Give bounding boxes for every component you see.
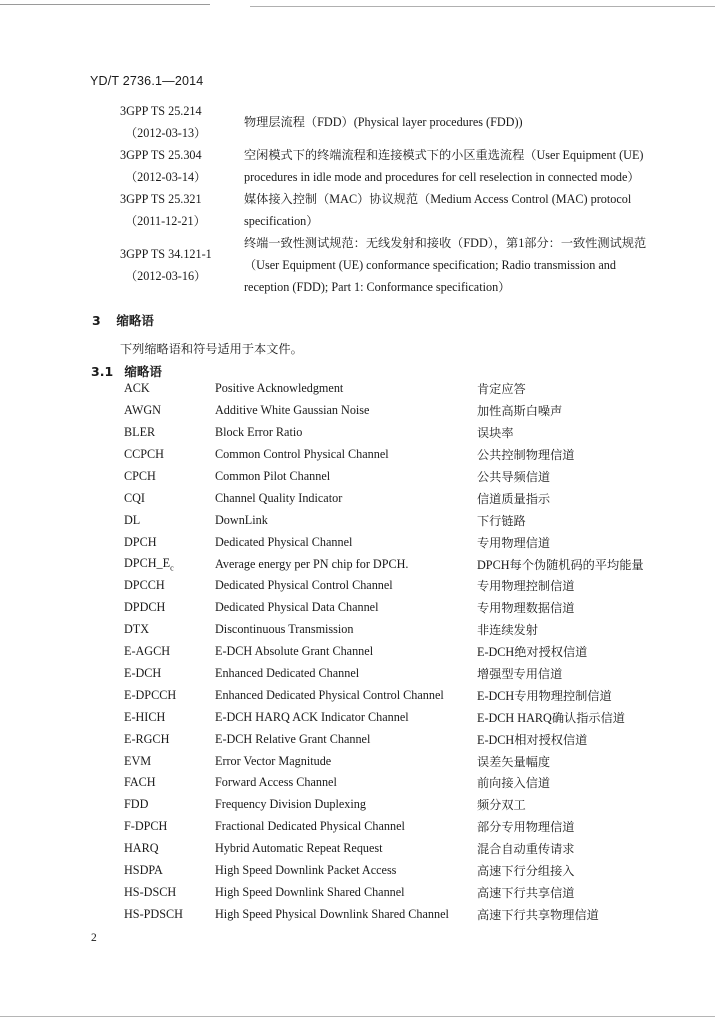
page-number: 2 [91, 932, 97, 944]
abbreviation-term-text: E-DPCCH [124, 687, 177, 702]
abbreviation-term-text: ACK [124, 381, 150, 396]
abbreviation-term-text: BLER [124, 425, 156, 440]
abbreviation-term [124, 600, 215, 615]
abbreviation-chinese: 误块率 [477, 426, 514, 441]
section-title: 缩略语 [116, 313, 154, 328]
abbreviation-chinese: 肯定应答 [477, 382, 526, 397]
abbreviation-row [124, 466, 684, 488]
abbreviation-english: Hybrid Automatic Repeat Request [215, 841, 383, 856]
abbreviation-chinese: 下行链路 [477, 513, 526, 528]
abbreviation-term-text: F-DPCH [124, 819, 168, 834]
reference-code: 3GPP TS 34.121-1 [120, 247, 212, 261]
abbreviation-term-text: HS-DSCH [124, 884, 177, 899]
abbreviation-english: Common Pilot Channel [215, 469, 331, 483]
abbreviation-row [124, 772, 684, 794]
abbreviation-row [124, 838, 684, 860]
abbreviation-term-text: E-HICH [124, 709, 166, 724]
abbreviation-english: Fractional Dedicated Physical Channel [215, 819, 405, 834]
reference-row [120, 232, 670, 298]
abbreviation-english: Enhanced Dedicated Channel [215, 666, 360, 681]
abbreviation-english: Block Error Ratio [215, 425, 303, 440]
abbreviation-row [124, 531, 684, 553]
abbreviation-english: Discontinuous Transmission [215, 622, 354, 637]
normative-references [120, 100, 670, 298]
abbreviation-term-text: E-RGCH [124, 731, 170, 746]
abbreviation-row [124, 860, 684, 882]
abbreviation-row [124, 444, 684, 466]
abbreviation-english: Frequency Division Duplexing [215, 797, 366, 812]
abbreviation-term-text: FACH [124, 775, 156, 790]
abbreviation-term [124, 841, 215, 856]
reference-code: 3GPP TS 25.214 [120, 104, 202, 118]
abbreviation-chinese: 高速下行分组接入 [477, 864, 575, 879]
abbreviation-term [124, 732, 215, 747]
reference-title-line: 终端一致性测试规范：无线发射和接收（FDD），第1部分：一致性测试规范 [244, 236, 647, 250]
reference-code-cell [120, 100, 244, 144]
abbreviation-row [124, 575, 684, 597]
abbreviation-english: Additive White Gaussian Noise [215, 403, 370, 418]
abbreviation-term-text: DL [124, 512, 141, 527]
reference-title [244, 111, 670, 133]
abbreviation-english: Channel Quality Indicator [215, 490, 343, 505]
abbreviation-term [124, 578, 215, 593]
abbreviation-english: Dedicated Physical Channel [215, 534, 353, 549]
scan-bottom-line [0, 1016, 715, 1017]
abbreviation-row [124, 728, 684, 750]
abbreviation-term [124, 775, 215, 790]
abbreviation-row [124, 641, 684, 663]
abbreviation-chinese: 频分双工 [477, 798, 526, 813]
abbreviation-row [124, 663, 684, 685]
abbreviation-chinese: 专用物理数据信道 [477, 601, 575, 616]
abbreviation-term-text: HSDPA [124, 863, 163, 878]
abbreviation-term [124, 381, 215, 396]
reference-code-cell [120, 188, 244, 232]
abbreviation-term-text: CPCH [124, 469, 156, 483]
abbreviation-chinese: 公共导频信道 [477, 470, 551, 484]
abbreviation-term-text: E-DCH [124, 666, 162, 681]
abbreviation-term [124, 556, 215, 572]
reference-title [244, 188, 670, 232]
abbreviation-english: E-DCH Relative Grant Channel [215, 731, 371, 746]
abbreviation-row [124, 597, 684, 619]
abbreviation-english: DownLink [215, 512, 268, 527]
abbreviation-term-text: FDD [124, 797, 149, 812]
abbreviation-term-text: DTX [124, 622, 150, 637]
abbreviation-chinese: 误差矢量幅度 [477, 754, 551, 769]
abbreviation-term-text: AWGN [124, 403, 161, 418]
abbreviation-row [124, 684, 684, 706]
reference-code: 3GPP TS 25.321 [120, 192, 202, 206]
reference-title-line: 物理层流程（FDD）(Physical layer procedures (FDD)) [244, 115, 523, 129]
abbreviation-table [124, 378, 684, 925]
abbreviation-chinese: 部分专用物理信道 [477, 820, 575, 835]
reference-title-line: 空闲模式下的终端流程和连接模式下的小区重选流程（User Equipment (UE) [244, 148, 644, 162]
section-3-intro: 下列缩略语和符号适用于本文件。 [120, 342, 303, 356]
abbreviation-chinese: 高速下行共享物理信道 [477, 907, 599, 922]
abbreviation-term [124, 885, 215, 900]
reference-date: （2012-03-16） [125, 269, 207, 283]
abbreviation-term [124, 819, 215, 834]
abbreviation-term [124, 688, 215, 703]
abbreviation-term [124, 622, 215, 637]
abbreviation-term [124, 447, 215, 462]
abbreviation-row [124, 794, 684, 816]
abbreviation-term [124, 797, 215, 812]
reference-title-line: procedures in idle mode and procedures for cell reselection in connected mode） [244, 170, 640, 184]
abbreviation-english: Forward Access Channel [215, 775, 337, 790]
abbreviation-term-text: DPCH [124, 534, 157, 549]
scan-top-line-2 [250, 6, 715, 7]
abbreviation-term [124, 491, 215, 506]
abbreviation-term-text: HS-PDSCH [124, 906, 183, 921]
reference-date: （2012-03-14） [125, 170, 207, 184]
section-3-heading [92, 311, 154, 329]
reference-row [120, 188, 670, 232]
abbreviation-term-text: DPCH_E [124, 555, 171, 570]
abbreviation-row [124, 903, 684, 925]
reference-title-line: （User Equipment (UE) conformance specification; Radio transmission and [244, 258, 616, 272]
abbreviation-chinese: 信道质量指示 [477, 491, 551, 506]
abbreviation-term [124, 754, 215, 769]
abbreviation-chinese: E-DCH绝对授权信道 [477, 645, 588, 660]
abbreviation-english: High Speed Downlink Shared Channel [215, 884, 405, 899]
subsection-number: 3.1 [91, 364, 114, 379]
abbreviation-chinese: E-DCH专用物理控制信道 [477, 688, 612, 703]
abbreviation-term [124, 535, 215, 550]
reference-title-line: reception (FDD); Part 1: Conformance specification） [244, 280, 511, 294]
abbreviation-term-text: DPDCH [124, 600, 166, 615]
abbreviation-chinese: DPCH每个伪随机码的平均能量 [477, 557, 644, 572]
scan-top-line [0, 4, 210, 5]
reference-date: （2012-03-13） [125, 126, 207, 140]
abbreviation-row [124, 422, 684, 444]
abbreviation-chinese: 非连续发射 [477, 623, 538, 638]
abbreviation-english: Error Vector Magnitude [215, 753, 332, 768]
abbreviation-row [124, 706, 684, 728]
reference-row [120, 100, 670, 144]
reference-row [120, 144, 670, 188]
reference-title-line: specification） [244, 214, 319, 228]
abbreviation-english: Common Control Physical Channel [215, 447, 389, 462]
reference-title [244, 144, 670, 188]
reference-title [244, 232, 670, 298]
abbreviation-term [124, 403, 215, 418]
abbreviation-english: E-DCH Absolute Grant Channel [215, 644, 374, 659]
abbreviation-english: Average energy per PN chip for DPCH. [215, 556, 409, 571]
abbreviation-chinese: 公共控制物理信道 [477, 448, 575, 463]
abbreviation-row [124, 487, 684, 509]
abbreviation-row [124, 509, 684, 531]
reference-code-cell [120, 144, 244, 188]
abbreviation-term-text: EVM [124, 753, 152, 768]
abbreviation-english: Enhanced Dedicated Physical Control Channel [215, 687, 444, 702]
reference-title-line: 媒体接入控制（MAC）协议规范（Medium Access Control (MAC) protocol [244, 192, 632, 206]
abbreviation-row [124, 553, 684, 575]
abbreviation-row [124, 400, 684, 422]
abbreviation-english: High Speed Downlink Packet Access [215, 863, 397, 878]
abbreviation-term-text: CQI [124, 490, 145, 505]
abbreviation-english: Dedicated Physical Data Channel [215, 600, 379, 615]
abbreviation-chinese: 前向接入信道 [477, 776, 551, 791]
abbreviation-term [124, 863, 215, 878]
abbreviation-chinese: 专用物理信道 [477, 535, 551, 550]
abbreviation-term-text: DPCCH [124, 578, 165, 593]
abbreviation-chinese: 高速下行共享信道 [477, 885, 575, 900]
section-number: 3 [92, 313, 101, 328]
abbreviation-chinese: E-DCH相对授权信道 [477, 732, 588, 747]
reference-date: （2011-12-21） [125, 214, 206, 228]
abbreviation-chinese: 加性高斯白噪声 [477, 404, 563, 419]
abbreviation-row [124, 378, 684, 400]
abbreviation-english: E-DCH HARQ ACK Indicator Channel [215, 709, 409, 724]
abbreviation-row [124, 750, 684, 772]
abbreviation-row [124, 816, 684, 838]
abbreviation-term-text: E-AGCH [124, 644, 171, 659]
reference-code-cell [120, 243, 244, 287]
abbreviation-english: Positive Acknowledgment [215, 381, 344, 396]
abbreviation-term [124, 469, 215, 484]
abbreviation-row [124, 619, 684, 641]
document-code: YD/T 2736.1—2014 [90, 74, 204, 88]
abbreviation-chinese: 专用物理控制信道 [477, 579, 575, 594]
abbreviation-term [124, 513, 215, 528]
abbreviation-chinese: E-DCH HARQ确认指示信道 [477, 710, 625, 725]
abbreviation-subscript: c [170, 563, 174, 573]
abbreviation-term [124, 907, 215, 922]
abbreviation-english: High Speed Physical Downlink Shared Channel [215, 906, 449, 921]
abbreviation-row [124, 881, 684, 903]
abbreviation-term [124, 644, 215, 659]
abbreviation-term-text: CCPCH [124, 447, 164, 462]
reference-code: 3GPP TS 25.304 [120, 148, 202, 162]
abbreviation-chinese: 增强型专用信道 [477, 667, 563, 682]
abbreviation-chinese: 混合自动重传请求 [477, 842, 575, 857]
subsection-title: 缩略语 [124, 364, 162, 379]
abbreviation-term-text: HARQ [124, 841, 159, 856]
abbreviation-english: Dedicated Physical Control Channel [215, 578, 393, 593]
abbreviation-term [124, 710, 215, 725]
abbreviation-term [124, 425, 215, 440]
abbreviation-term [124, 666, 215, 681]
